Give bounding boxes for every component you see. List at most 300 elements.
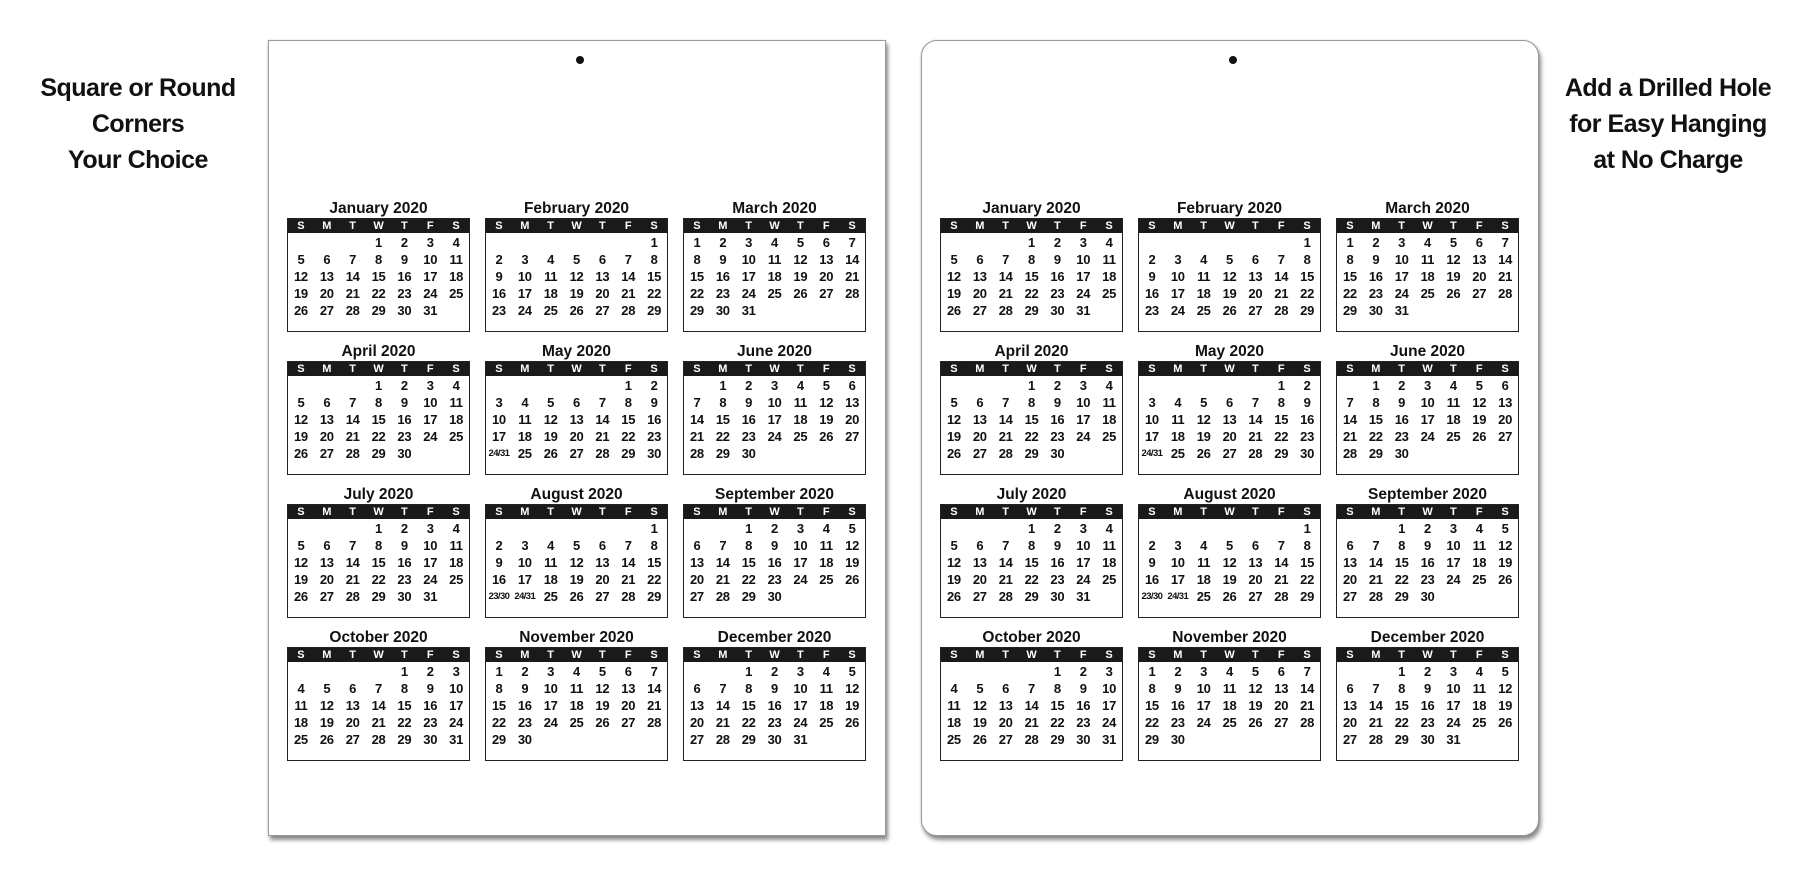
month-title: December 2020 <box>717 629 832 646</box>
day-cell: 24 <box>741 286 756 301</box>
day-cell: 21 <box>595 429 610 444</box>
day-cell: 14 <box>371 698 386 713</box>
month-table <box>940 361 1123 475</box>
day-cell: 16 <box>517 698 532 713</box>
day-cell: 27 <box>689 589 704 604</box>
day-cell: 27 <box>319 446 334 461</box>
weekday-label: F <box>1475 220 1483 232</box>
day-cell: 5 <box>1251 664 1259 679</box>
weekday-header <box>288 362 469 376</box>
week-row <box>941 445 1122 462</box>
day-cell: 6 <box>323 538 331 553</box>
drilled-hole-caption <box>1548 70 1788 178</box>
month-table <box>683 647 866 761</box>
day-cell: 17 <box>1170 572 1185 587</box>
day-cell: 5 <box>1475 378 1483 393</box>
day-cell: 28 <box>1368 732 1383 747</box>
weekday-label: M <box>322 649 332 661</box>
day-cell <box>512 377 538 394</box>
weekday-label: M <box>1371 220 1381 232</box>
day-cell: 26 <box>1196 446 1211 461</box>
week-row <box>1337 251 1518 268</box>
day-cell: 13 <box>569 412 584 427</box>
day-cell: 16 <box>1420 555 1435 570</box>
day-cell: 17 <box>1076 269 1091 284</box>
day-cell: 25 <box>517 446 532 461</box>
week-row <box>941 302 1122 319</box>
day-cell <box>1217 234 1243 251</box>
day-cell <box>787 445 813 462</box>
day-cell: 17 <box>793 555 808 570</box>
day-cell: 9 <box>495 555 503 570</box>
weekday-label: M <box>1371 363 1381 375</box>
day-cell: 22 <box>1024 286 1039 301</box>
day-cell: 4 <box>1105 235 1113 250</box>
day-cell <box>340 663 366 680</box>
day-cell: 3 <box>426 521 434 536</box>
week-row <box>684 428 865 445</box>
day-cell: 24 <box>449 715 464 730</box>
day-cell: 24 <box>1170 303 1185 318</box>
day-cell: 4 <box>1475 521 1483 536</box>
day-cell: 21 <box>345 286 360 301</box>
day-cell: 8 <box>1303 252 1311 267</box>
day-cell: 30 <box>647 446 662 461</box>
weekday-label: W <box>1224 649 1235 661</box>
day-cell: 10 <box>423 252 438 267</box>
drilled-hole <box>1229 56 1237 64</box>
month-title: September 2020 <box>1368 486 1487 503</box>
day-cell: 1 <box>1277 378 1285 393</box>
day-cell: 6 <box>1475 235 1483 250</box>
month-block <box>485 199 668 332</box>
day-cell: 11 <box>569 681 584 696</box>
weekday-label: S <box>693 220 701 232</box>
day-cell: 30 <box>423 732 438 747</box>
day-cell: 13 <box>1248 555 1263 570</box>
day-cell: 5 <box>822 378 830 393</box>
day-cell: 12 <box>1472 395 1487 410</box>
day-cell: 3 <box>771 378 778 393</box>
day-cell: 20 <box>1248 572 1263 587</box>
day-cell <box>443 588 469 605</box>
day-cell <box>1139 377 1165 394</box>
day-cell: 10 <box>1076 538 1091 553</box>
day-cell: 29 <box>647 303 662 318</box>
day-cell: 22 <box>1024 429 1039 444</box>
day-cell: 25 <box>1196 589 1211 604</box>
weekday-label: T <box>401 220 408 232</box>
day-cell: 28 <box>1274 303 1289 318</box>
day-cell: 30 <box>1420 589 1435 604</box>
month-block <box>287 628 470 761</box>
day-cell: 4 <box>547 538 555 553</box>
day-cell: 4 <box>1200 252 1208 267</box>
weekday-label: F <box>822 506 830 518</box>
day-cell <box>589 731 615 748</box>
day-cell: 21 <box>1024 715 1039 730</box>
day-cell: 12 <box>1498 681 1513 696</box>
day-cell: 9 <box>771 538 778 553</box>
day-cell <box>1165 234 1191 251</box>
day-cell: 8 <box>1028 395 1035 410</box>
month-block <box>1138 199 1321 332</box>
week-row <box>1337 680 1518 697</box>
day-cell: 13 <box>1222 412 1237 427</box>
week-row <box>1337 697 1518 714</box>
day-cell: 31 <box>1076 589 1091 604</box>
day-cell <box>538 520 564 537</box>
day-cell: 13 <box>972 412 987 427</box>
month-title: July 2020 <box>996 486 1067 503</box>
day-cell: 29 <box>371 589 386 604</box>
day-cell: 7 <box>1028 681 1035 696</box>
day-cell: 16 <box>1300 412 1315 427</box>
day-cell <box>839 588 865 605</box>
week-row <box>684 571 865 588</box>
weekday-label: S <box>1346 506 1354 518</box>
day-cell: 19 <box>793 269 808 284</box>
day-cell: 8 <box>1148 681 1156 696</box>
day-cell: 21 <box>845 269 860 284</box>
week-row <box>941 394 1122 411</box>
day-cell <box>589 234 615 251</box>
weekday-label: T <box>745 363 753 375</box>
day-cell: 28 <box>1368 589 1383 604</box>
day-cell: 15 <box>1300 555 1315 570</box>
week-row <box>941 268 1122 285</box>
day-cell: 27 <box>845 429 860 444</box>
week-row <box>1337 520 1518 537</box>
day-cell: 23/30 <box>488 591 510 602</box>
weekday-header <box>486 505 667 519</box>
weekday-label: S <box>1501 649 1509 661</box>
day-cell <box>941 663 967 680</box>
day-cell <box>564 731 590 748</box>
day-cell: 12 <box>1222 269 1237 284</box>
day-cell: 30 <box>517 732 532 747</box>
week-row <box>941 234 1122 251</box>
day-cell: 30 <box>397 303 412 318</box>
week-row <box>288 411 469 428</box>
day-cell: 8 <box>375 538 382 553</box>
day-cell: 3 <box>547 664 555 679</box>
day-cell: 13 <box>689 555 704 570</box>
week-row <box>1139 554 1320 571</box>
day-cell: 1 <box>1148 664 1156 679</box>
day-cell: 1 <box>1028 235 1035 250</box>
day-cell: 29 <box>621 446 636 461</box>
week-row <box>1337 411 1518 428</box>
day-cell: 15 <box>1300 269 1315 284</box>
weekday-header <box>1139 362 1320 376</box>
day-cell: 29 <box>1024 446 1039 461</box>
weekday-header <box>684 362 865 376</box>
weekday-label: F <box>624 220 632 232</box>
weekday-label: F <box>1079 649 1087 661</box>
day-cell: 27 <box>319 303 334 318</box>
day-cell: 18 <box>1420 269 1435 284</box>
week-row <box>288 697 469 714</box>
day-cell: 30 <box>397 446 412 461</box>
day-cell: 4 <box>521 395 529 410</box>
day-cell: 23 <box>423 715 438 730</box>
weekday-label: S <box>650 220 658 232</box>
day-cell: 5 <box>1226 252 1233 267</box>
weekday-label: M <box>520 220 530 232</box>
day-cell: 19 <box>543 429 558 444</box>
month-table <box>485 361 668 475</box>
week-row <box>1139 268 1320 285</box>
day-cell: 21 <box>621 572 636 587</box>
day-cell <box>366 663 392 680</box>
month-block <box>683 199 866 332</box>
day-cell: 28 <box>689 446 704 461</box>
day-cell: 16 <box>1368 269 1383 284</box>
day-cell: 15 <box>741 555 756 570</box>
day-cell: 7 <box>349 538 357 553</box>
weekday-label: W <box>373 506 384 518</box>
week-row <box>1337 537 1518 554</box>
day-cell: 18 <box>1102 269 1117 284</box>
day-cell: 27 <box>569 446 584 461</box>
weekday-label: W <box>1224 220 1235 232</box>
day-cell: 3 <box>1398 235 1406 250</box>
day-cell: 15 <box>1024 269 1039 284</box>
month-title: June 2020 <box>737 343 812 360</box>
day-cell: 30 <box>1420 732 1435 747</box>
day-cell <box>993 377 1019 394</box>
day-cell: 11 <box>1197 555 1211 570</box>
weekday-label: T <box>745 506 753 518</box>
day-cell: 10 <box>1170 555 1185 570</box>
day-cell: 24 <box>1196 715 1211 730</box>
day-cell: 20 <box>1498 412 1513 427</box>
day-cell: 20 <box>1222 429 1237 444</box>
day-cell: 3 <box>1449 664 1457 679</box>
day-cell: 9 <box>1372 252 1380 267</box>
month-title: July 2020 <box>343 486 414 503</box>
day-cell: 28 <box>647 715 662 730</box>
day-cell <box>1139 520 1165 537</box>
day-cell: 28 <box>595 446 610 461</box>
day-cell: 2 <box>400 378 408 393</box>
weekday-label: W <box>1422 363 1433 375</box>
day-cell: 6 <box>1251 538 1259 553</box>
day-cell: 22 <box>1050 715 1065 730</box>
day-cell: 15 <box>1050 698 1065 713</box>
week-row <box>684 268 865 285</box>
day-cell: 25 <box>1102 286 1117 301</box>
weekday-label: F <box>822 363 830 375</box>
day-cell: 23 <box>1050 429 1065 444</box>
day-cell: 28 <box>345 589 360 604</box>
week-row <box>288 554 469 571</box>
month-block <box>683 342 866 475</box>
day-cell: 30 <box>1050 446 1065 461</box>
day-cell: 25 <box>449 429 464 444</box>
day-cell: 5 <box>1501 521 1509 536</box>
month-title: March 2020 <box>732 200 817 217</box>
day-cell: 26 <box>293 303 308 318</box>
day-cell: 13 <box>319 269 334 284</box>
week-row <box>1139 234 1320 251</box>
square-corner-calendar <box>268 40 886 836</box>
weekday-label: W <box>571 363 582 375</box>
month-table <box>1138 647 1321 761</box>
day-cell: 7 <box>650 664 658 679</box>
day-cell: 9 <box>1053 395 1061 410</box>
week-row <box>486 394 667 411</box>
day-cell: 15 <box>621 412 636 427</box>
day-cell: 29 <box>741 732 756 747</box>
day-cell: 17 <box>491 429 506 444</box>
day-cell: 15 <box>371 269 386 284</box>
day-cell: 1 <box>1372 378 1380 393</box>
day-cell: 15 <box>647 269 662 284</box>
day-cell: 8 <box>650 538 658 553</box>
week-row <box>486 377 667 394</box>
weekday-label: S <box>495 649 503 661</box>
day-cell: 26 <box>1248 715 1263 730</box>
day-cell: 13 <box>345 698 360 713</box>
day-cell: 23/30 <box>1141 591 1163 602</box>
weekday-label: M <box>1371 649 1381 661</box>
day-cell: 6 <box>349 681 357 696</box>
day-cell: 18 <box>819 555 834 570</box>
day-cell: 14 <box>1342 412 1357 427</box>
day-cell: 2 <box>771 521 778 536</box>
day-cell: 7 <box>349 395 357 410</box>
day-cell: 9 <box>495 269 503 284</box>
weekday-label: W <box>1422 220 1433 232</box>
week-row <box>1139 251 1320 268</box>
day-cell: 12 <box>946 412 961 427</box>
week-row <box>1139 714 1320 731</box>
month-table <box>940 504 1123 618</box>
weekday-header <box>1139 505 1320 519</box>
day-cell: 4 <box>452 378 460 393</box>
day-cell: 28 <box>998 303 1013 318</box>
day-cell: 25 <box>767 286 782 301</box>
day-cell: 19 <box>946 429 961 444</box>
day-cell: 20 <box>689 572 704 587</box>
day-cell: 27 <box>972 446 987 461</box>
day-cell: 11 <box>819 538 833 553</box>
day-cell: 1 <box>1398 521 1406 536</box>
day-cell: 11 <box>1102 252 1116 267</box>
day-cell: 21 <box>647 698 662 713</box>
week-row <box>1139 428 1320 445</box>
week-row <box>288 571 469 588</box>
day-cell <box>314 234 340 251</box>
weekday-header <box>1337 362 1518 376</box>
month-title: November 2020 <box>519 629 634 646</box>
week-row <box>684 680 865 697</box>
weekday-label: S <box>650 506 658 518</box>
day-cell: 21 <box>1498 269 1513 284</box>
month-title: June 2020 <box>1390 343 1465 360</box>
day-cell: 3 <box>1105 664 1113 679</box>
month-table <box>1336 647 1519 761</box>
day-cell: 15 <box>1024 555 1039 570</box>
weekday-header <box>1139 648 1320 662</box>
day-cell: 2 <box>1424 521 1431 536</box>
day-cell: 22 <box>647 572 662 587</box>
day-cell: 14 <box>1024 698 1039 713</box>
day-cell: 5 <box>547 395 555 410</box>
day-cell: 12 <box>819 395 834 410</box>
day-cell: 11 <box>947 698 961 713</box>
day-cell: 25 <box>1472 715 1487 730</box>
week-row <box>288 663 469 680</box>
month-block <box>1336 628 1519 761</box>
weekday-label: M <box>1173 649 1183 661</box>
weekday-label: T <box>1002 506 1010 518</box>
day-cell: 19 <box>293 286 308 301</box>
day-cell: 8 <box>745 681 753 696</box>
day-cell: 1 <box>400 664 408 679</box>
month-table <box>1336 218 1519 332</box>
day-cell: 11 <box>1197 269 1211 284</box>
day-cell: 13 <box>972 269 987 284</box>
weekday-label: S <box>1303 506 1311 518</box>
weekday-label: S <box>1501 363 1509 375</box>
day-cell: 29 <box>1050 732 1065 747</box>
day-cell: 8 <box>1053 681 1061 696</box>
day-cell: 3 <box>1424 378 1431 393</box>
day-cell: 16 <box>741 412 756 427</box>
day-cell: 13 <box>621 681 636 696</box>
day-cell: 8 <box>495 681 503 696</box>
weekday-label: M <box>520 506 530 518</box>
day-cell: 11 <box>544 555 558 570</box>
day-cell: 2 <box>521 664 529 679</box>
day-cell: 5 <box>297 252 305 267</box>
day-cell: 23 <box>647 429 662 444</box>
day-cell: 29 <box>1144 732 1159 747</box>
day-cell: 25 <box>1446 429 1461 444</box>
day-cell: 22 <box>371 286 386 301</box>
day-cell: 17 <box>793 698 808 713</box>
weekday-label: S <box>1303 220 1311 232</box>
day-cell: 20 <box>689 715 704 730</box>
day-cell <box>1242 377 1268 394</box>
day-cell: 15 <box>647 555 662 570</box>
weekday-label: F <box>1277 506 1285 518</box>
month-block <box>1336 485 1519 618</box>
weekday-label: M <box>1173 220 1183 232</box>
day-cell: 21 <box>345 429 360 444</box>
day-cell: 26 <box>946 589 961 604</box>
day-cell: 2 <box>495 538 503 553</box>
day-cell: 16 <box>715 269 730 284</box>
week-row <box>1139 663 1320 680</box>
month-title: May 2020 <box>1195 343 1264 360</box>
month-grid <box>940 199 1519 761</box>
day-cell: 21 <box>371 715 386 730</box>
day-cell: 6 <box>1346 538 1354 553</box>
day-cell: 25 <box>293 732 308 747</box>
day-cell <box>589 377 615 394</box>
weekday-label: T <box>1450 506 1457 518</box>
day-cell: 18 <box>543 286 558 301</box>
weekday-label: T <box>599 220 606 232</box>
day-cell: 2 <box>495 252 503 267</box>
caption-line: at No Charge <box>1593 146 1743 174</box>
day-cell: 14 <box>621 555 636 570</box>
day-cell: 13 <box>845 395 860 410</box>
